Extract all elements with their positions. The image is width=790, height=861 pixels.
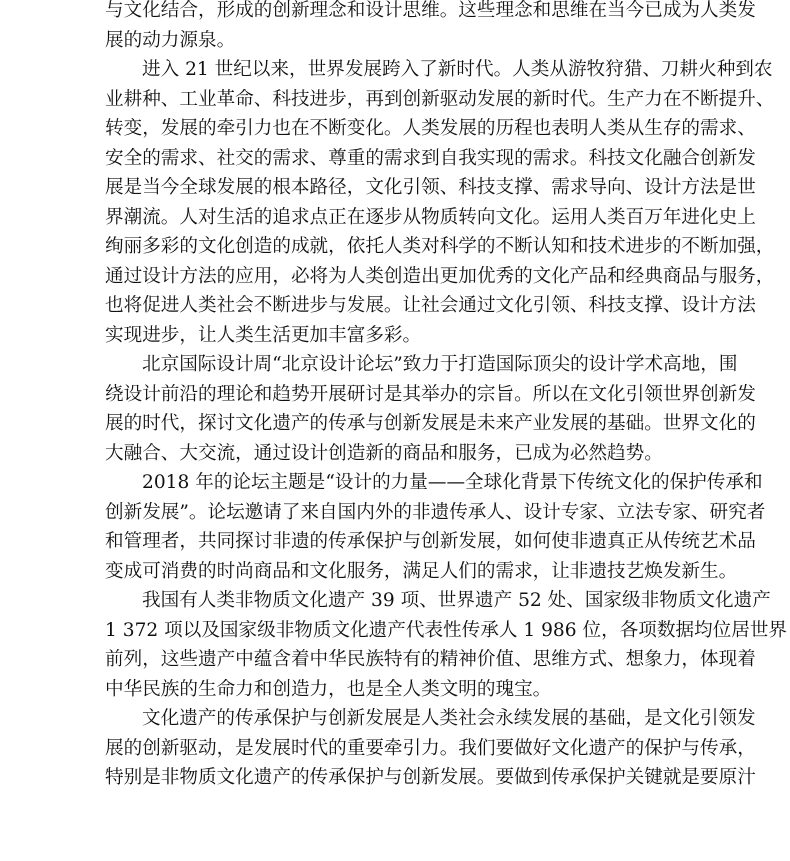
text-line: 中华民族的生命力和创造力，也是全人类文明的瑰宝。	[105, 678, 552, 700]
text-line: 变成可消费的时尚商品和文化服务，满足人们的需求，让非遗技艺焕发新生。	[105, 560, 738, 582]
paragraph-first-line: 北京国际设计周“北京设计论坛”致力于打造国际顶尖的设计学术高地，围	[142, 354, 738, 375]
text-line: 展的创新驱动，是发展时代的重要牵引力。我们要做好文化遗产的保护与传承，	[105, 737, 756, 759]
text-line: 安全的需求、社交的需求、尊重的需求到自我实现的需求。科技文化融合创新发	[105, 147, 756, 169]
text-line: 业耕种、工业革命、科技进步，再到创新驱动发展的新时代。生产力在不断提升、	[105, 88, 775, 110]
text-line: 展是当今全球发展的根本路径，文化引领、科技支撑、需求导向、设计方法是世	[105, 177, 756, 198]
text-line: 绕设计前沿的理论和趋势开展研讨是其举办的宗旨。所以在文化引领世界创新发	[105, 383, 756, 405]
text-line: 1 372 项以及国家级非物质文化遗产代表性传承人 1 986 位，各项数据均位居世界	[105, 619, 788, 641]
text-line: 大融合、大交流，通过设计创造新的商品和服务，已成为必然趋势。	[105, 442, 663, 464]
text-line: 绚丽多彩的文化创造的成就，依托人类对科学的不断认知和技术进步的不断加强，	[105, 236, 775, 257]
text-line: 界潮流。人对生活的追求点正在逐步从物质转向文化。运用人类百万年进化史上	[105, 206, 756, 228]
text-line: 与文化结合，形成的创新理念和设计思维。这些理念和思维在当今已成为人类发	[105, 0, 756, 21]
paragraph-first-line: 文化遗产的传承保护与创新发展是人类社会永续发展的基础，是文化引领发	[142, 708, 756, 729]
text-line: 展的时代，探讨文化遗产的传承与创新发展是未来产业发展的基础。世界文化的	[105, 413, 756, 434]
text-line: 转变，发展的牵引力也在不断变化。人类发展的历程也表明人类从生存的需求、	[105, 118, 756, 139]
text-line: 和管理者，共同探讨非遗的传承保护与创新发展，如何使非遗真正从传统艺术品	[105, 531, 756, 552]
text-line: 特别是非物质文化遗产的传承保护与创新发展。要做到传承保护关键就是要原汁	[105, 767, 756, 788]
text-line: 实现进步，让人类生活更加丰富多彩。	[105, 324, 422, 346]
paragraph-first-line: 2018 年的论坛主题是“设计的力量——全球化背景下传统文化的保护传承和	[142, 472, 763, 493]
text-line: 展的动力源泉。	[105, 29, 236, 51]
text-line: 通过设计方法的应用，必将为人类创造出更加优秀的文化产品和经典商品与服务，	[105, 265, 775, 287]
text-line: 创新发展”。论坛邀请了来自国内外的非遗传承人、设计专家、立法专家、研究者	[105, 501, 766, 523]
text-line: 前列，这些遗产中蕴含着中华民族特有的精神价值、思维方式、想象力，体现着	[105, 649, 756, 670]
paragraph-first-line: 我国有人类非物质文化遗产 39 项、世界遗产 52 处、国家级非物质文化遗产	[142, 590, 771, 611]
text-line: 也将促进人类社会不断进步与发展。让社会通过文化引领、科技支撑、设计方法	[105, 295, 756, 316]
paragraph-first-line: 进入 21 世纪以来，世界发展跨入了新时代。人类从游牧狩猎、刀耕火种到农	[142, 59, 773, 80]
body-text	[105, 0, 788, 793]
